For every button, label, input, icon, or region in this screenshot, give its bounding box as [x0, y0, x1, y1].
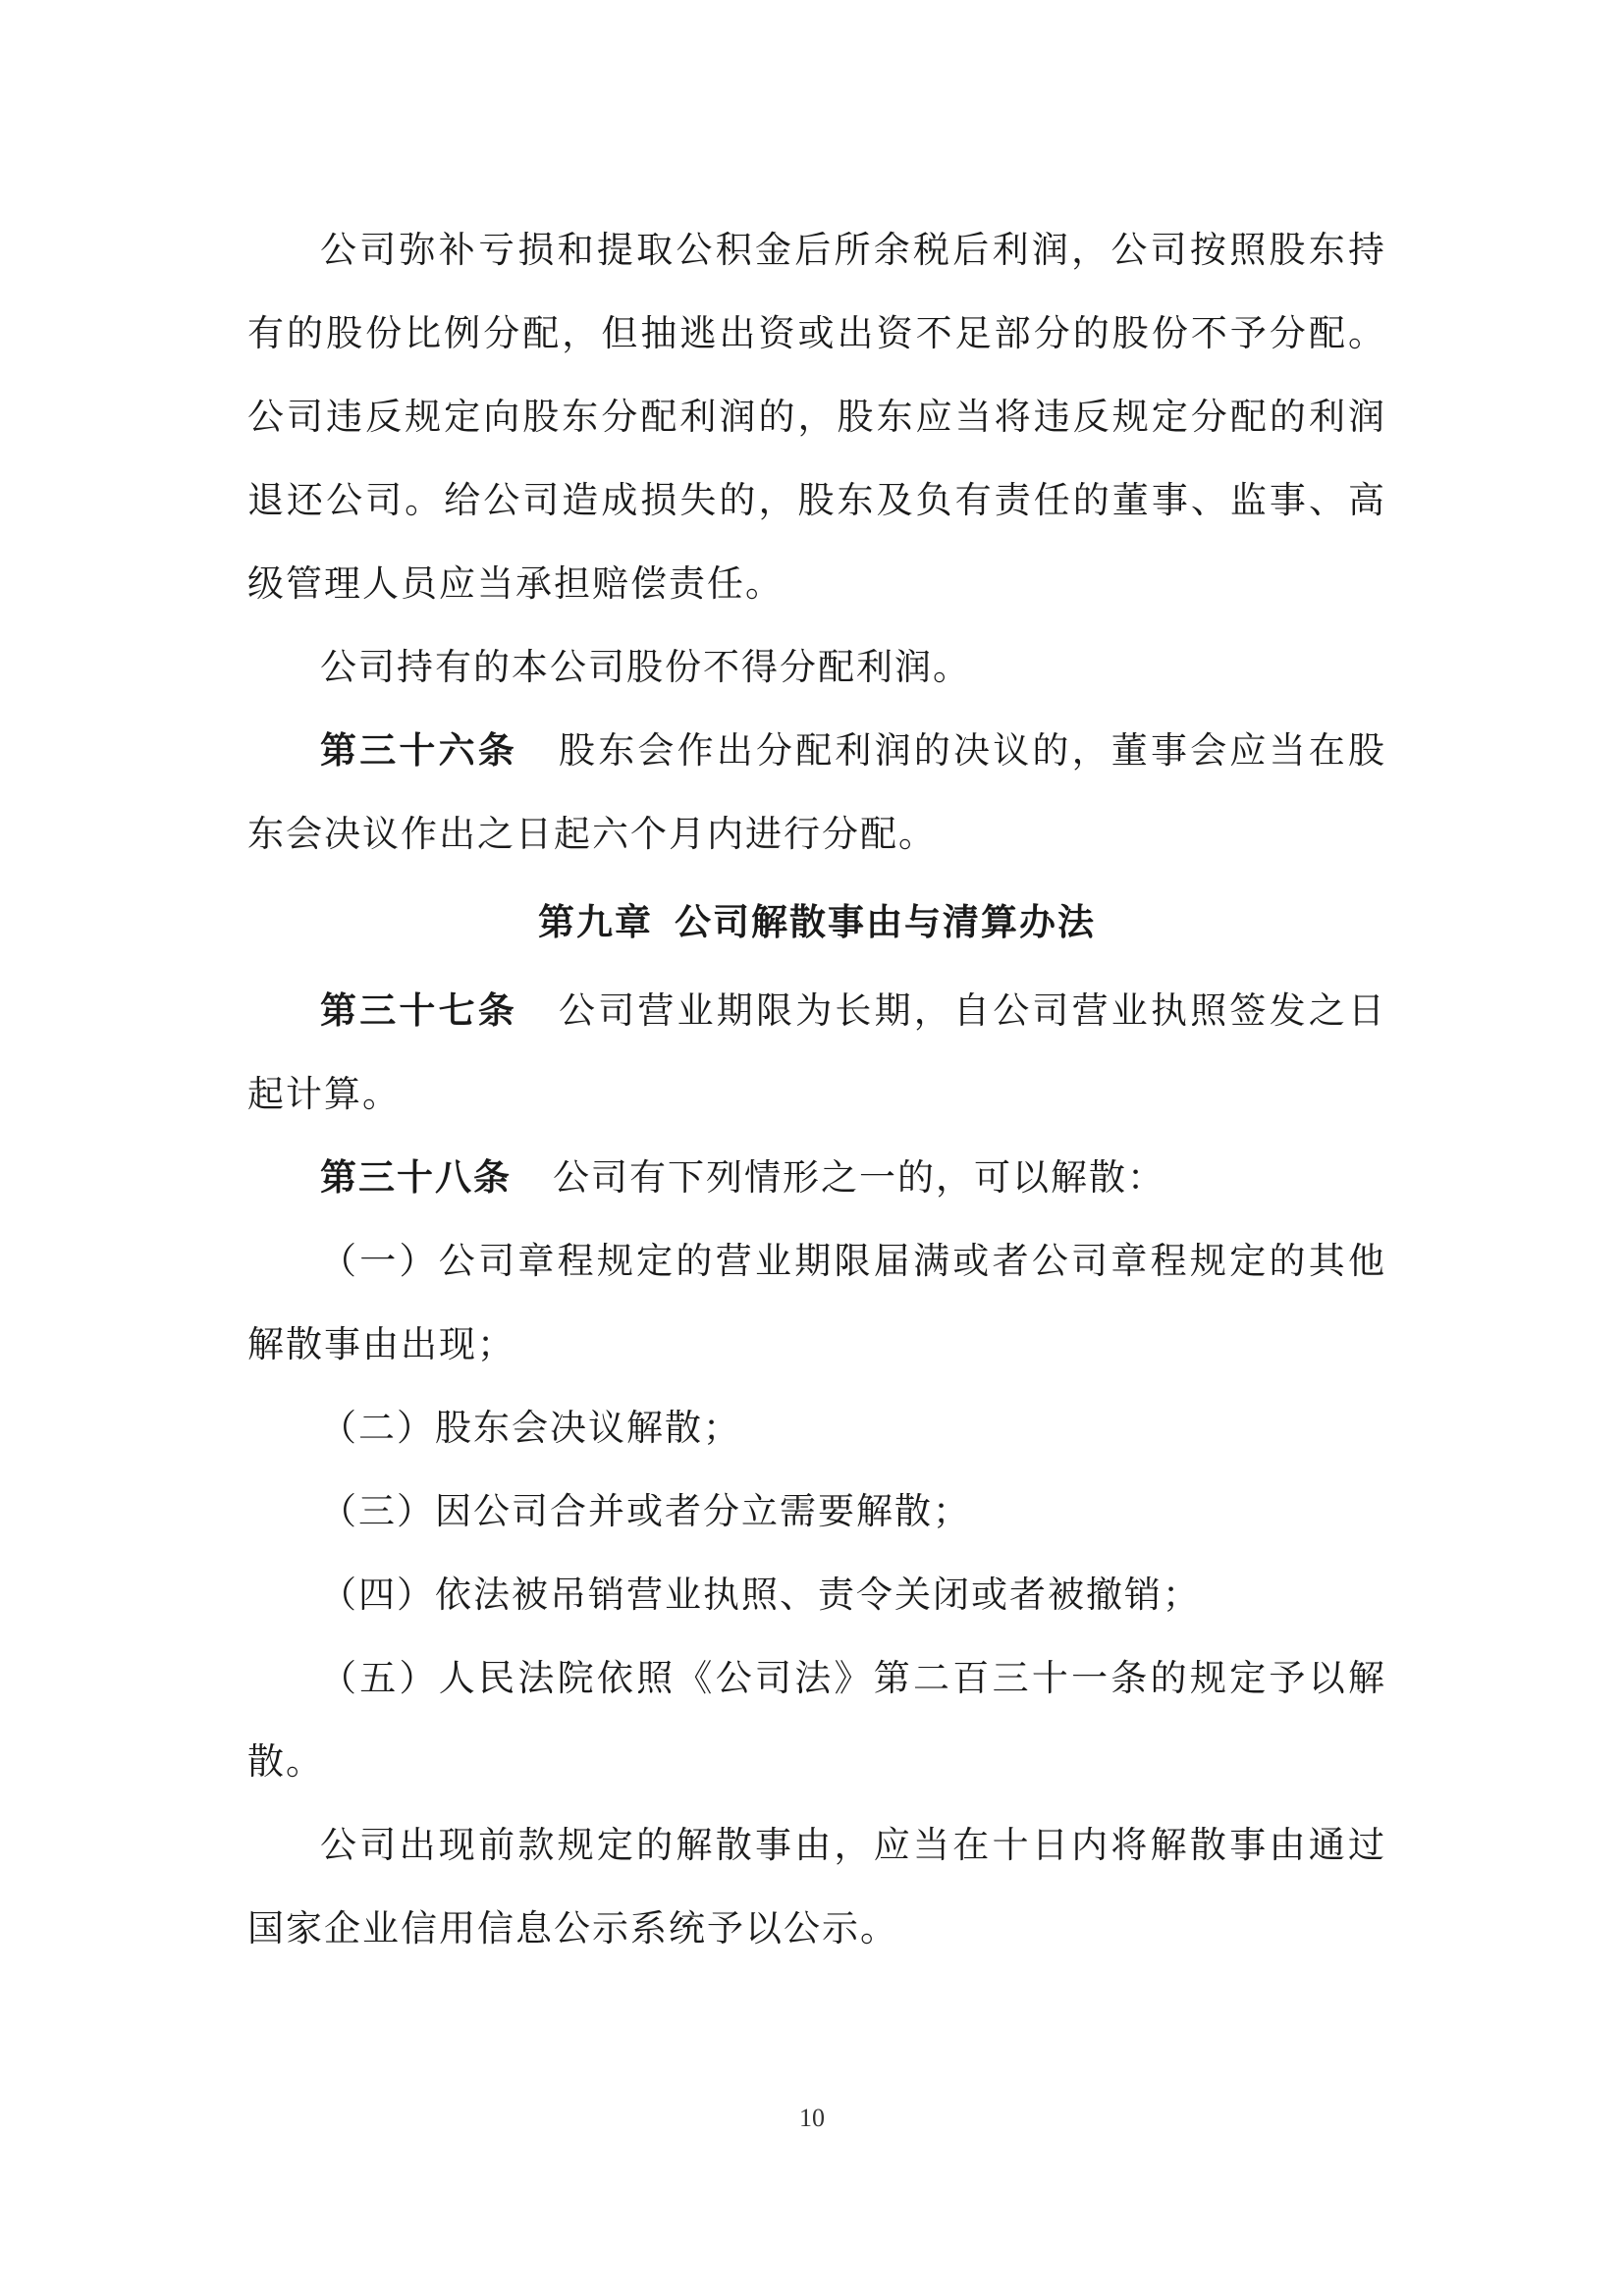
article-38-number: 第三十八条 — [320, 1156, 512, 1199]
chapter-number: 第九章 — [538, 901, 653, 943]
chapter-title: 公司解散事由与清算办法 — [675, 901, 1096, 943]
list-item: （五）人民法院依照《公司法》第二百三十一条的规定予以解散。 — [247, 1657, 1386, 1783]
list-item: （一）公司章程规定的营业期限届满或者公司章程规定的其他解散事由出现； — [247, 1240, 1386, 1365]
paragraph-profit-distribution: 公司弥补亏损和提取公积金后所余税后利润，公司按照股东持有的股份比例分配，但抽逃出资或出资不足部分的股份不予分配。公司违反规定向股东分配利润的，股东应当将违反规定分配的利润退还公司。给公司造成损失的，股东及负有责任的董事、监事、高级管理人员应当承担赔偿责任。 — [247, 229, 1386, 605]
list-item: （四）依法被吊销营业执照、责令关闭或者被撤销； — [320, 1574, 1201, 1616]
article-37 — [247, 969, 1386, 1136]
article-38-text: 公司有下列情形之一的，可以解散： — [553, 1156, 1165, 1199]
article-37-number: 第三十七条 — [320, 989, 517, 1032]
list-item: （二）股东会决议解散； — [320, 1407, 741, 1449]
page-number: 10 — [799, 2104, 825, 2132]
article-36 — [247, 709, 1386, 876]
chapter-heading — [247, 876, 1386, 969]
article-37-text: 公司营业期限为长期，自公司营业执照签发之日起计算。 — [247, 989, 1386, 1115]
paragraph-own-shares: 公司持有的本公司股份不得分配利润。 — [320, 646, 971, 688]
document-page — [247, 208, 1386, 1970]
list-item: （三）因公司合并或者分立需要解散； — [320, 1490, 971, 1532]
paragraph-dissolution-publicity: 公司出现前款规定的解散事由，应当在十日内将解散事由通过国家企业信用信息公示系统予以公示。 — [247, 1824, 1386, 1949]
article-36-number: 第三十六条 — [320, 729, 517, 772]
article-38 — [247, 1136, 1386, 1219]
article-36-text: 股东会作出分配利润的决议的，董事会应当在股东会决议作出之日起六个月内进行分配。 — [247, 729, 1386, 855]
